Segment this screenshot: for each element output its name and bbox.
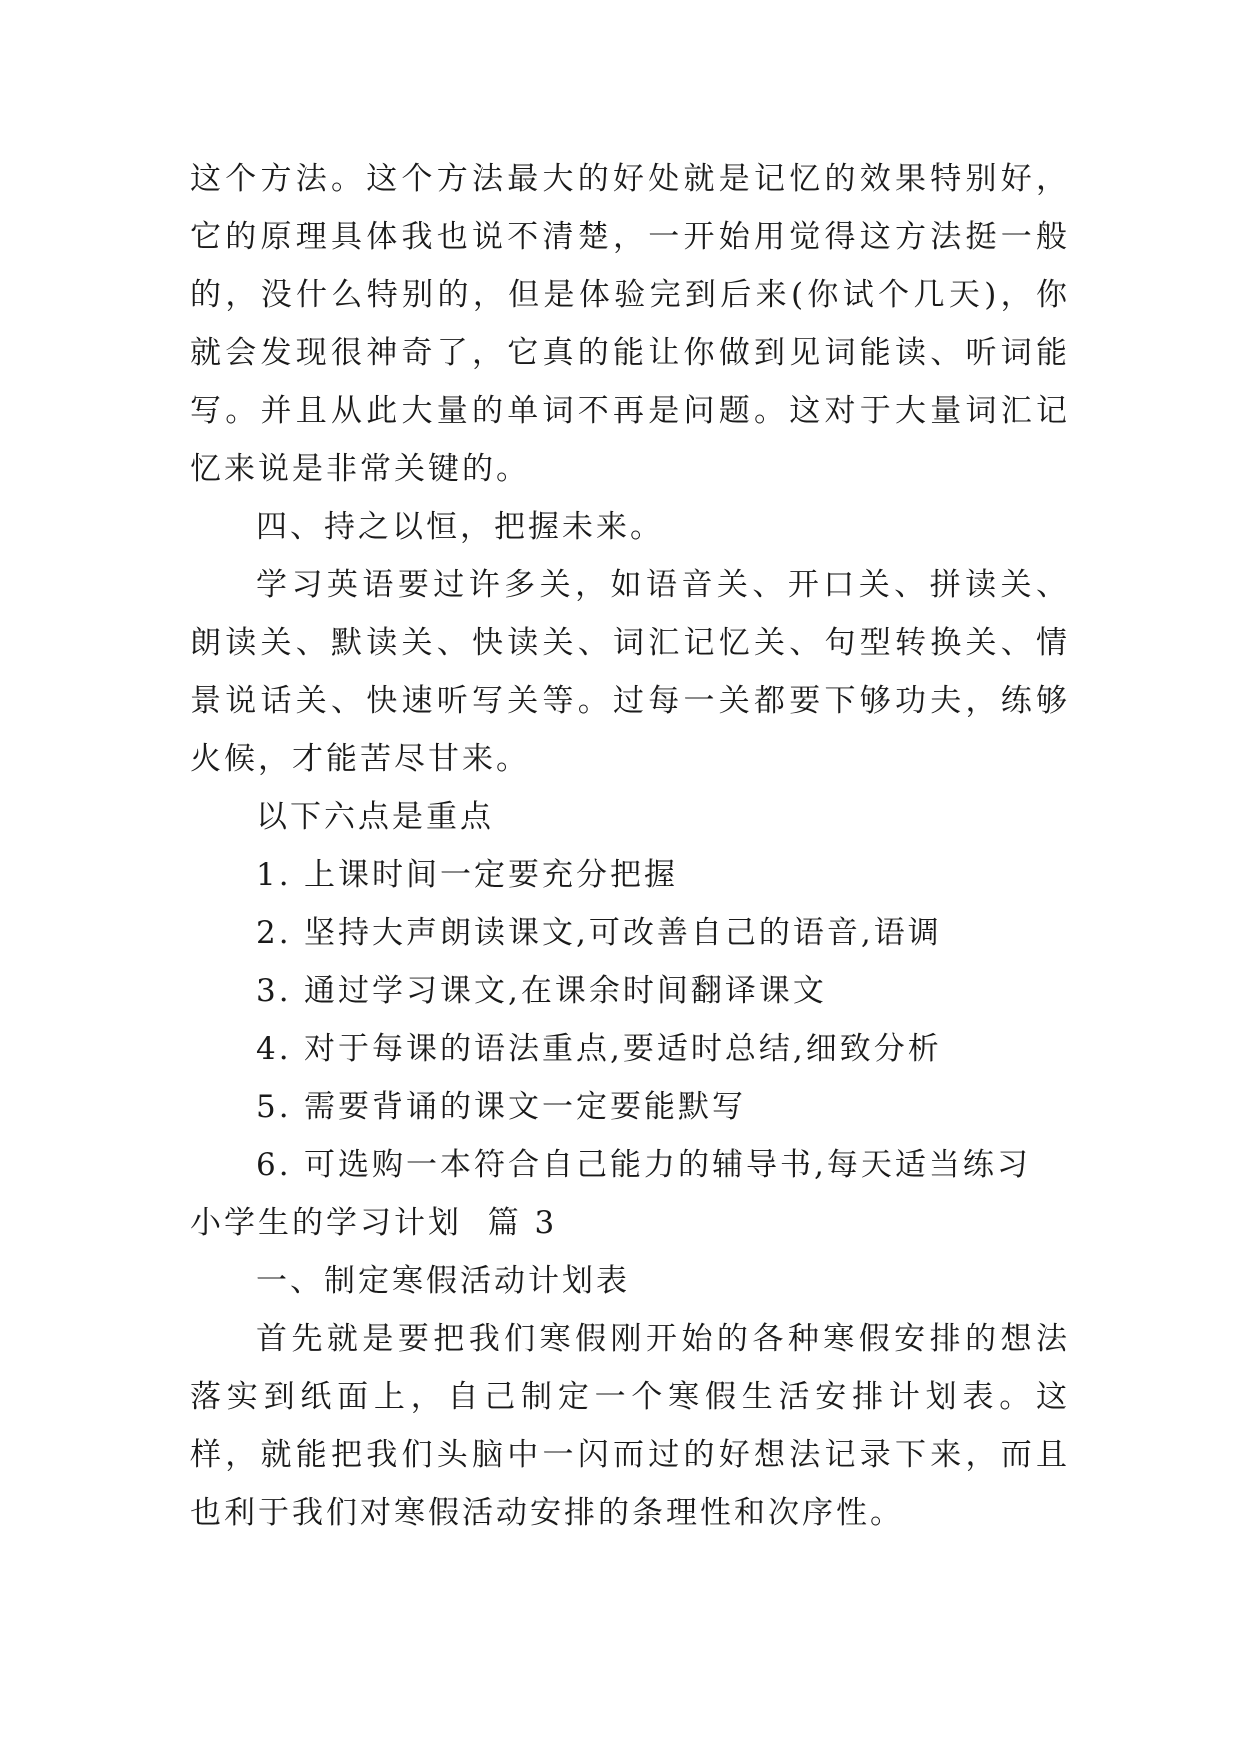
key-points-list: [190, 846, 1070, 1194]
heading-persevere: 四、持之以恒，把握未来。: [256, 509, 664, 545]
section-title: 小学生的学习计划 篇 3: [190, 1205, 558, 1241]
list-item-text: 上课时间一定要充分把握: [304, 857, 678, 893]
section-subheading: 一、制定寒假活动计划表: [256, 1263, 630, 1299]
list-item-number: 4.: [256, 1031, 292, 1067]
list-item: [190, 904, 1070, 962]
paragraph-winter-plan: 首先就是要把我们寒假刚开始的各种寒假安排的想法落实到纸面上，自己制定一个寒假生活安排计划表。这样，就能把我们头脑中一闪而过的好想法记录下来，而且也利于我们对寒假活动安排的条理性和次序性。: [190, 1321, 1070, 1531]
list-item: [190, 1136, 1070, 1194]
list-item-number: 3.: [256, 973, 292, 1009]
list-item: [190, 1020, 1070, 1078]
list-item-number: 1.: [256, 857, 292, 893]
list-item-number: 2.: [256, 915, 292, 951]
list-item-text: 需要背诵的课文一定要能默写: [304, 1089, 746, 1125]
list-item-text: 通过学习课文,在课余时间翻译课文: [304, 973, 827, 1009]
list-item: [190, 846, 1070, 904]
list-item-number: 6.: [256, 1147, 292, 1183]
document-page: [190, 150, 1070, 1542]
list-item-number: 5.: [256, 1089, 292, 1125]
list-item-text: 可选购一本符合自己能力的辅导书,每天适当练习: [304, 1147, 1031, 1183]
paragraph-method: 这个方法。这个方法最大的好处就是记忆的效果特别好，它的原理具体我也说不清楚，一开始用觉得这方法挺一般的，没什么特别的，但是体验完到后来(你试个几天)，你就会发现很神奇了，它真的能让你做到见词能读、听词能写。并且从此大量的单词不再是问题。这对于大量词汇记忆来说是非常关键的。: [190, 161, 1070, 487]
key-points-intro: 以下六点是重点: [256, 799, 494, 835]
paragraph-learning-passes: 学习英语要过许多关，如语音关、开口关、拼读关、朗读关、默读关、快读关、词汇记忆关、句型转换关、情景说话关、快速听写关等。过每一关都要下够功夫，练够火候，才能苦尽甘来。: [190, 567, 1070, 777]
list-item: [190, 1078, 1070, 1136]
list-item-text: 坚持大声朗读课文,可改善自己的语音,语调: [304, 915, 942, 951]
list-item: [190, 962, 1070, 1020]
list-item-text: 对于每课的语法重点,要适时总结,细致分析: [304, 1031, 942, 1067]
